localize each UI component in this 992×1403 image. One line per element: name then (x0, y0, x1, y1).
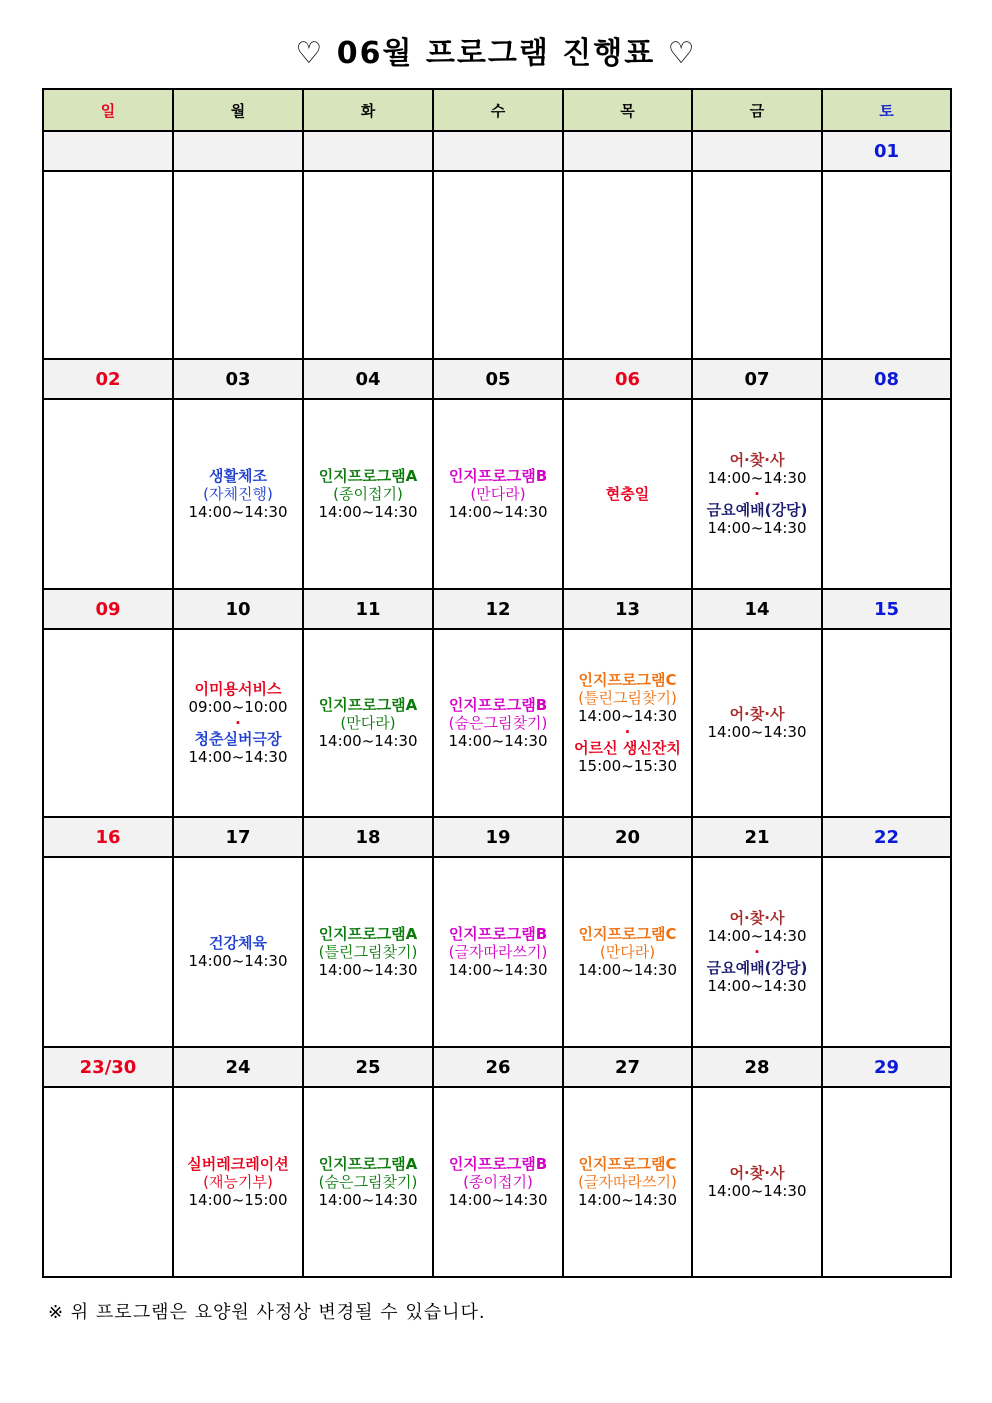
weekday-header-row (43, 89, 951, 131)
program-detail: (숨은그림찾기) (318, 1173, 418, 1191)
program-time: 14:00~14:30 (448, 1191, 548, 1209)
program-time: 14:00~14:30 (188, 503, 288, 521)
program-name: 생활체조 (209, 467, 267, 485)
program-name: 인지프로그램C (578, 1155, 677, 1173)
program-cell (822, 399, 951, 589)
program-time: 14:00~14:30 (448, 732, 548, 750)
program-detail: (숨은그림찾기) (448, 714, 548, 732)
date-cell: 07 (692, 359, 822, 399)
program-detail: (만다라) (599, 943, 656, 961)
program-row (43, 399, 951, 589)
program-cell (692, 1087, 822, 1277)
program-time: 14:00~14:30 (318, 732, 418, 750)
date-cell: 15 (822, 589, 951, 629)
program-detail: (글자따라쓰기) (448, 943, 548, 961)
program-cell (43, 1087, 173, 1277)
program-detail: (자체진행) (203, 485, 273, 503)
program-name: 인지프로그램A (318, 1155, 418, 1173)
program-time: 14:00~14:30 (707, 977, 807, 995)
program-cell (692, 171, 822, 359)
date-cell (692, 131, 822, 171)
program-row (43, 1087, 951, 1277)
program-name: 인지프로그램C (578, 925, 677, 943)
program-cell (563, 171, 692, 359)
program-cell (822, 629, 951, 817)
program-name: 이미용서비스 (194, 680, 282, 698)
program-detail: (틀린그림찾기) (578, 689, 677, 707)
date-cell: 05 (433, 359, 563, 399)
program-time: 14:00~14:30 (318, 1191, 418, 1209)
program-time: 14:00~14:30 (577, 961, 678, 979)
program-detail: (틀린그림찾기) (318, 943, 418, 961)
date-cell: 11 (303, 589, 433, 629)
program-time: 14:00~14:30 (707, 519, 807, 537)
program-cell (692, 399, 822, 589)
program-time: 15:00~15:30 (577, 757, 678, 775)
program-cell (303, 1087, 433, 1277)
program-time: 14:00~14:30 (188, 952, 288, 970)
date-cell (303, 131, 433, 171)
date-cell: 13 (563, 589, 692, 629)
program-cell (433, 629, 563, 817)
weekday-wed: 수 (433, 89, 563, 131)
program-cell (303, 171, 433, 359)
date-cell: 22 (822, 817, 951, 857)
program-time: 14:00~14:30 (318, 961, 418, 979)
program-cell (563, 1087, 692, 1277)
date-cell: 27 (563, 1047, 692, 1087)
program-cell (563, 629, 692, 817)
program-time: 14:00~14:30 (707, 1182, 807, 1200)
event-separator: · (624, 723, 631, 741)
program-time: 14:00~14:30 (577, 707, 678, 725)
program-name: 어·찾·사 (729, 909, 785, 927)
program-name: 인지프로그램B (448, 925, 548, 943)
program-name: 어·찾·사 (729, 451, 785, 469)
program-name: 어·찾·사 (729, 705, 785, 723)
date-cell: 19 (433, 817, 563, 857)
program-name: 인지프로그램B (448, 1155, 548, 1173)
program-detail: (만다라) (340, 714, 396, 732)
program-cell (173, 171, 303, 359)
program-cell (43, 171, 173, 359)
date-cell: 12 (433, 589, 563, 629)
program-cell (303, 857, 433, 1047)
program-name: 어르신 생신잔치 (574, 739, 681, 757)
program-cell (433, 1087, 563, 1277)
page-title: ♡ 06월 프로그램 진행표 ♡ (295, 36, 697, 71)
program-cell (43, 857, 173, 1047)
program-name: 현충일 (605, 485, 650, 503)
program-cell (692, 629, 822, 817)
program-name: 인지프로그램B (448, 467, 548, 485)
program-name: 실버레크레이션 (187, 1155, 289, 1173)
program-cell (692, 857, 822, 1047)
program-row (43, 857, 951, 1047)
weekday-mon: 월 (173, 89, 303, 131)
weekday-tue: 화 (303, 89, 433, 131)
program-cell (303, 399, 433, 589)
program-name: 건강체육 (209, 934, 267, 952)
program-cell (303, 629, 433, 817)
program-time: 14:00~14:30 (318, 503, 418, 521)
event-separator: · (754, 943, 760, 961)
program-cell (433, 399, 563, 589)
program-cell (563, 857, 692, 1047)
program-time: 14:00~15:00 (188, 1191, 288, 1209)
program-time: 14:00~14:30 (448, 961, 548, 979)
program-name: 인지프로그램A (318, 925, 418, 943)
program-cell (433, 171, 563, 359)
date-cell: 04 (303, 359, 433, 399)
program-time: 14:00~14:30 (188, 748, 288, 766)
program-detail: (재능기부) (203, 1173, 273, 1191)
program-name: 어·찾·사 (729, 1164, 785, 1182)
program-cell (563, 399, 692, 589)
date-row (43, 131, 951, 171)
program-time: 14:00~14:30 (707, 723, 807, 741)
date-cell: 16 (43, 817, 173, 857)
date-cell: 24 (173, 1047, 303, 1087)
program-calendar (42, 88, 952, 1278)
date-cell: 17 (173, 817, 303, 857)
date-cell: 02 (43, 359, 173, 399)
date-cell: 10 (173, 589, 303, 629)
program-time: 14:00~14:30 (707, 927, 807, 945)
program-detail: (종이접기) (463, 1173, 533, 1191)
date-cell: 06 (563, 359, 692, 399)
date-cell: 20 (563, 817, 692, 857)
program-name: 금요예배(강당) (706, 501, 808, 519)
program-cell (822, 171, 951, 359)
date-cell: 21 (692, 817, 822, 857)
weekday-thu: 목 (563, 89, 692, 131)
program-name: 인지프로그램A (318, 467, 418, 485)
program-cell (173, 1087, 303, 1277)
date-cell: 01 (822, 131, 951, 171)
date-cell: 26 (433, 1047, 563, 1087)
program-name: 금요예배(강당) (706, 959, 808, 977)
program-cell (822, 1087, 951, 1277)
weekday-sun: 일 (43, 89, 173, 131)
date-cell: 09 (43, 589, 173, 629)
program-time: 09:00~10:00 (188, 698, 288, 716)
program-name: 청춘실버극장 (194, 730, 282, 748)
date-cell (433, 131, 563, 171)
program-detail: (종이접기) (333, 485, 403, 503)
date-cell (173, 131, 303, 171)
program-name: 인지프로그램C (578, 671, 677, 689)
program-time: 14:00~14:30 (448, 503, 548, 521)
program-name: 인지프로그램B (448, 696, 548, 714)
program-time: 14:00~14:30 (577, 1191, 678, 1209)
program-cell (173, 629, 303, 817)
program-name: 인지프로그램A (318, 696, 418, 714)
program-cell (433, 857, 563, 1047)
program-detail: (글자따라쓰기) (578, 1173, 677, 1191)
date-row (43, 817, 951, 857)
date-row (43, 359, 951, 399)
footer-note: ※ 위 프로그램은 요양원 사정상 변경될 수 있습니다. (48, 1302, 486, 1323)
program-detail: (만다라) (470, 485, 526, 503)
date-cell: 29 (822, 1047, 951, 1087)
date-cell: 14 (692, 589, 822, 629)
date-cell: 28 (692, 1047, 822, 1087)
program-cell (43, 399, 173, 589)
program-time: 14:00~14:30 (707, 469, 807, 487)
date-cell: 03 (173, 359, 303, 399)
event-separator: · (754, 485, 760, 503)
date-cell (43, 131, 173, 171)
date-cell: 18 (303, 817, 433, 857)
weekday-sat: 토 (822, 89, 951, 131)
program-cell (173, 857, 303, 1047)
date-cell: 08 (822, 359, 951, 399)
program-cell (43, 629, 173, 817)
program-row (43, 629, 951, 817)
weekday-fri: 금 (692, 89, 822, 131)
date-cell: 23/30 (43, 1047, 173, 1087)
program-cell (822, 857, 951, 1047)
event-separator: · (235, 714, 241, 732)
date-row (43, 589, 951, 629)
date-cell (563, 131, 692, 171)
date-cell: 25 (303, 1047, 433, 1087)
program-row (43, 171, 951, 359)
program-cell (173, 399, 303, 589)
date-row (43, 1047, 951, 1087)
